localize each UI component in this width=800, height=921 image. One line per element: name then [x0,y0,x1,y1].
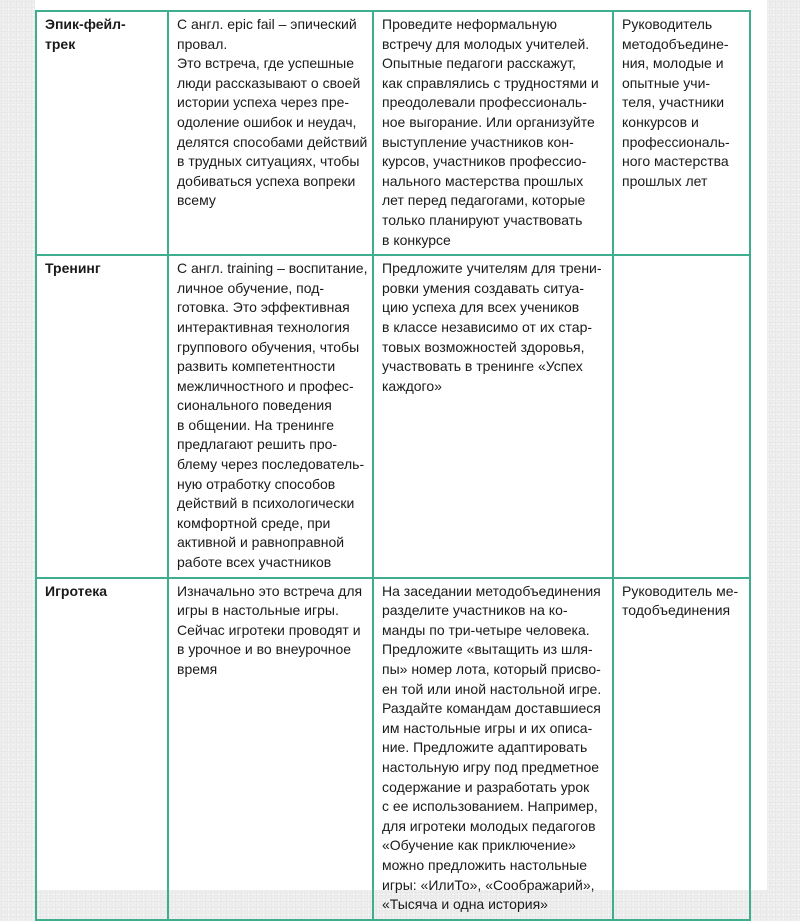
table-row [36,11,750,255]
text-line: лет перед педагогами, которые [382,192,586,209]
activity-cell [373,11,613,255]
text-line: Сейчас игротеки проводят и [177,621,361,638]
text-line: предлагают решить про- [177,436,338,453]
text-line: готовка. Это эффективная [177,299,350,316]
text-line: группового обучения, чтобы [177,338,360,355]
activity-cell [373,255,613,578]
text-line: С англ. epic fail – эпический [177,16,357,32]
text-line: сионального поведения [177,397,332,414]
text-line: время [177,661,218,677]
text-line: с ее использованием. Например, [382,798,598,815]
participants-cell [613,255,750,578]
text-line: активной и равноправной [177,534,345,551]
text-line: Это встреча, где успешные [177,55,354,72]
text-line: встречу для молодых учителей. [382,35,590,52]
text-line: каждого» [382,377,442,394]
document-page [35,0,767,913]
text-line: ен той или иной настольной игре. [382,680,602,697]
text-line: Предложите учителям для трени- [382,260,602,277]
text-line: можно предложить настольные [382,856,588,873]
participants-cell [613,11,750,255]
text-line: Раздайте командам доставшиеся [382,700,601,717]
text-line: манды по три-четыре человека. [382,621,590,638]
text-line: содержание и разработать урок [382,778,590,795]
text-line: товых возможностей здоровья, [382,338,585,355]
text-line: только планируют участвовать [382,211,583,228]
text-line: Руководитель [622,16,713,32]
text-line: ния, молодые и [622,55,724,72]
table-row [36,255,750,578]
text-line: преодолевали профессиональ- [382,94,587,111]
participants-cell [613,578,750,920]
text-line: пы» номер лота, который присво- [382,661,601,677]
text-line: ное выгорание. Или организуйте [382,113,595,130]
text-line: курсов, участников профессио- [382,153,587,170]
text-line: выступление участников кон- [382,133,574,150]
text-line: профессиональ- [622,133,730,150]
text-line: ровки умения создавать ситуа- [382,279,585,296]
text-line: межличностного и профес- [177,377,354,394]
text-line: Предложите «вытащить из шля- [382,641,593,658]
text-line: в общении. На тренинге [177,416,335,433]
description-cell [168,578,373,920]
text-line: ного мастерства [622,153,729,170]
text-line: блему через последователь- [177,456,365,473]
text-line: комфортной среде, при [177,514,331,531]
method-cell [36,11,168,255]
text-line: прошлых лет [622,172,708,189]
text-line: всему [177,192,216,209]
text-line: Руководитель ме- [622,582,739,599]
text-line: для игротеки молодых педагогов [382,817,596,834]
text-line: «Тысяча и одна история» [382,896,548,913]
text-line: Проведите неформальную [382,16,558,32]
text-line: нального мастерства прошлых [382,172,584,189]
text-line: в урочное и во внеурочное [177,641,352,658]
table-row [36,578,750,920]
text-line: добиваться успеха вопреки [177,172,356,189]
text-line: На заседании методобъединения [382,582,601,599]
method-name-line: трек [45,35,76,52]
method-name-line: Эпик-фейл- [45,16,126,32]
text-line: делятся способами действий [177,133,368,150]
text-line: ние. Предложите адаптировать [382,739,588,756]
text-line: провал. [177,35,228,52]
description-cell [168,11,373,255]
text-line: в конкурсе [382,231,451,248]
text-line: работе всех участников [177,554,332,571]
text-line: Изначально это встреча для [177,582,363,599]
text-line: тодобъединения [622,602,731,619]
text-line: С англ. training – воспитание, [177,260,368,277]
text-line: настольную игру под предметное [382,758,600,775]
text-line: «Обучение как приключение» [382,837,576,854]
text-line: истории успеха через пре- [177,94,350,111]
text-line: личное обучение, под- [177,279,325,296]
method-name-line: Тренинг [45,260,101,277]
text-line: развить компетентности [177,358,336,375]
text-line: Опытные педагоги расскажут, [382,55,576,72]
activity-cell [373,578,613,920]
text-line: опытные учи- [622,74,711,91]
description-cell [168,255,373,578]
text-line: в трудных ситуациях, чтобы [177,153,360,170]
text-line: теля, участники [622,94,725,111]
text-line: действий в психологически [177,495,355,512]
method-name-line: Игротека [45,582,108,599]
text-line: разделите участников на ко- [382,602,568,619]
text-line: ную отработку способов [177,475,336,492]
text-line: как справлялись с трудностями и [382,74,599,91]
methods-table [35,10,751,921]
text-line: методобъедине- [622,35,729,52]
text-line: в классе независимо от их стар- [382,318,593,335]
method-cell [36,255,168,578]
text-line: одоление ошибок и неудач, [177,113,357,130]
method-cell [36,578,168,920]
text-line: им настольные игры и их описа- [382,719,593,736]
text-line: участвовать в тренинге «Успех [382,358,583,375]
text-line: конкурсов и [622,113,699,130]
text-line: люди рассказывают о своей [177,74,361,91]
text-line: цию успеха для всех учеников [382,299,580,316]
text-line: игры: «ИлиТо», «Соображарий», [382,876,595,893]
text-line: игры в настольные игры. [177,602,339,619]
methods-table-body [36,11,750,920]
text-line: интерактивная технология [177,318,350,335]
